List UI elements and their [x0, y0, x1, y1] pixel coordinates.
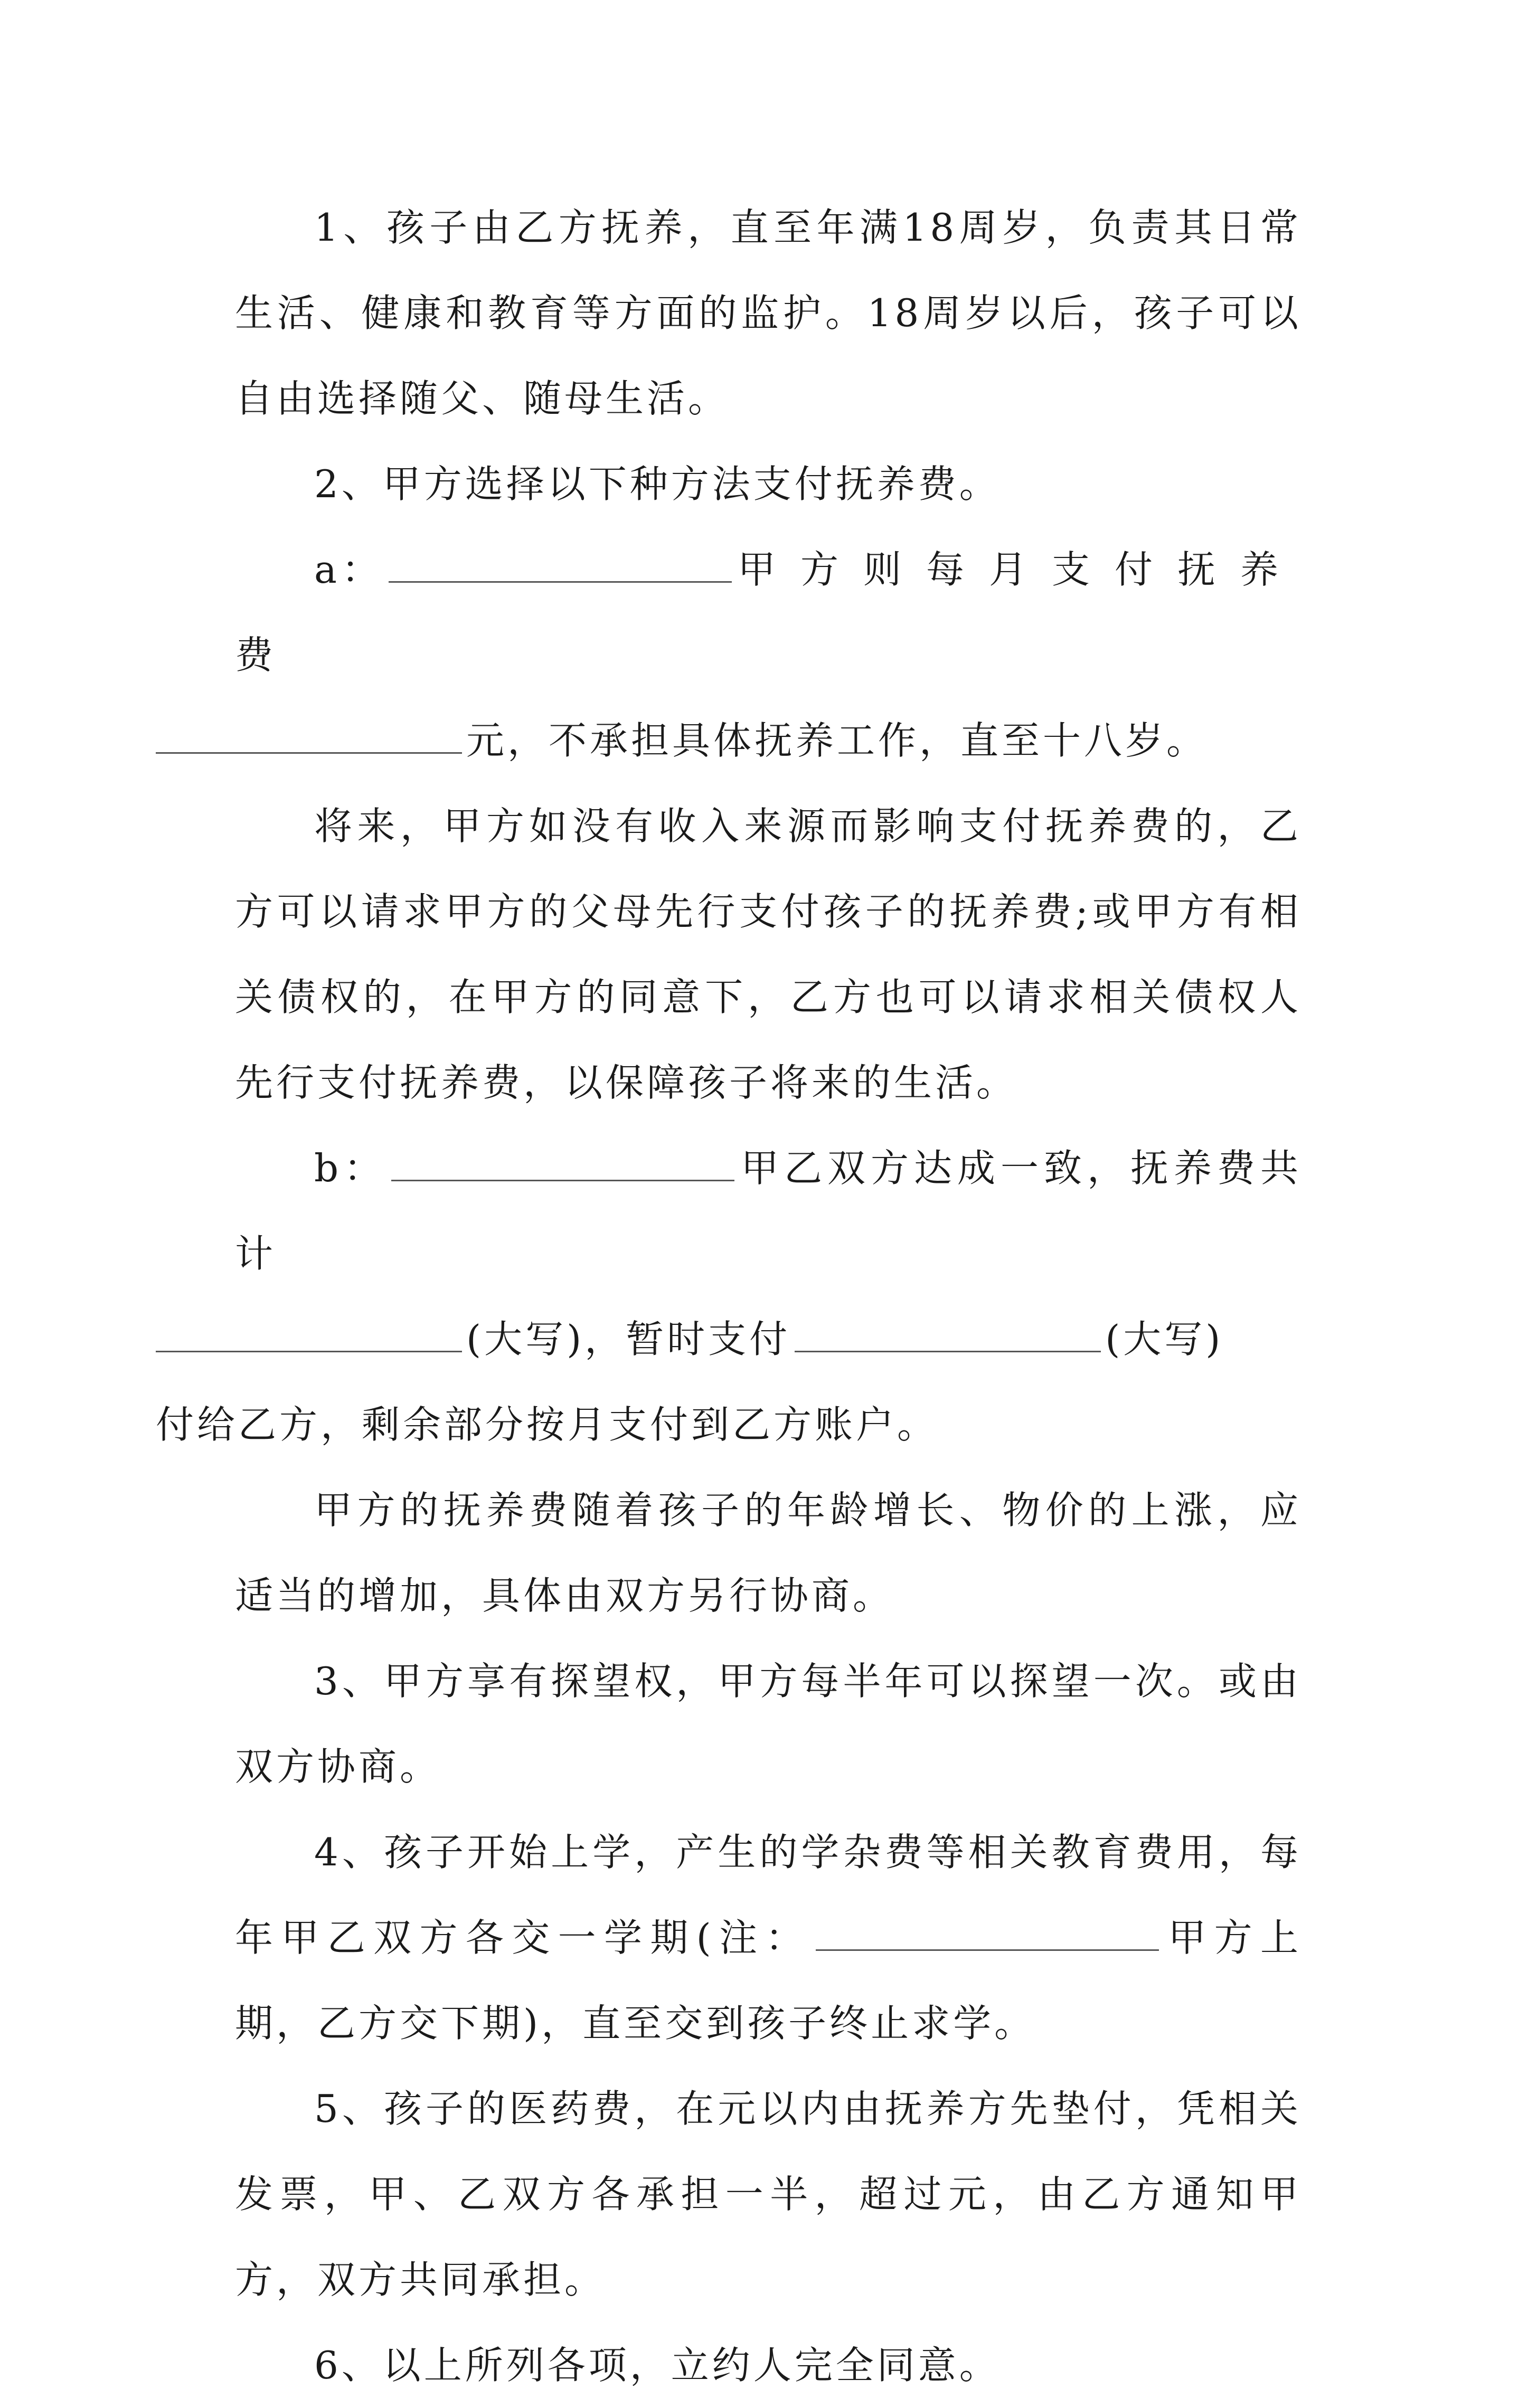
- option-a: [235, 527, 1301, 783]
- blank-field: [795, 1319, 1101, 1352]
- option-a-end: 元，不承担具体抚养工作，直至十八岁。: [466, 718, 1208, 763]
- blank-field: [156, 720, 462, 754]
- clause-4-end: 甲方上期，乙方交下期)，直至交到孩子终止求学。: [235, 1916, 1301, 2045]
- option-b: [156, 1125, 1301, 1467]
- clause-5: 5、孩子的医药费，在元以内由抚养方先垫付，凭相关发票，甲、乙双方各承担一半，超过元，由乙方通知甲方，双方共同承担。: [235, 2087, 1301, 2302]
- blank-field: [156, 1319, 462, 1352]
- blank-field: [816, 1918, 1159, 1951]
- clause-6: 6、以上所列各项，立约人完全同意。: [314, 2343, 1001, 2387]
- clause-4: [235, 1809, 1301, 2066]
- blank-field: [391, 1148, 734, 1181]
- option-a-text: 甲方则每月支付抚养费: [235, 547, 1301, 677]
- option-b-note: 甲方的抚养费随着孩子的年龄增长、物价的上涨，应适当的增加，具体由双方另行协商。: [235, 1488, 1301, 1618]
- blank-field: [389, 549, 732, 583]
- option-b-label: b：: [314, 1146, 388, 1190]
- clause-3: 3、甲方享有探望权，甲方每半年可以探望一次。或由双方协商。: [235, 1659, 1301, 1789]
- clause-1: 1、孩子由乙方抚养，直至年满18周岁，负责其日常生活、健康和教育等方面的监护。18周岁以后，孩子可以自由选择随父、随母生活。: [235, 205, 1301, 421]
- option-a-label: a：: [314, 547, 384, 592]
- option-b-text: 甲乙双方达成一致，抚养费共计: [235, 1146, 1301, 1276]
- document-body: [156, 185, 1301, 2408]
- option-b-daxie-2: (大写): [1105, 1317, 1224, 1361]
- option-b-end: 付给乙方，剩余部分按月支付到乙方账户。: [156, 1402, 939, 1447]
- clause-2: 2、甲方选择以下种方法支付抚养费。: [314, 462, 1001, 506]
- clause-4-start: 4、孩子开始上学，产生的学杂费等相关教育费用，每年甲乙双方各交一学期(注：: [235, 1830, 1301, 1960]
- option-a-note: 将来，甲方如没有收入来源而影响支付抚养费的，乙方可以请求甲方的父母先行支付孩子的抚养费;或甲方有相关债权的，在甲方的同意下，乙方也可以请求相关债权人先行支付抚养费，以保障孩子将来的生活。: [235, 804, 1301, 1105]
- option-b-daxie-1: (大写)，暂时支付: [466, 1317, 791, 1361]
